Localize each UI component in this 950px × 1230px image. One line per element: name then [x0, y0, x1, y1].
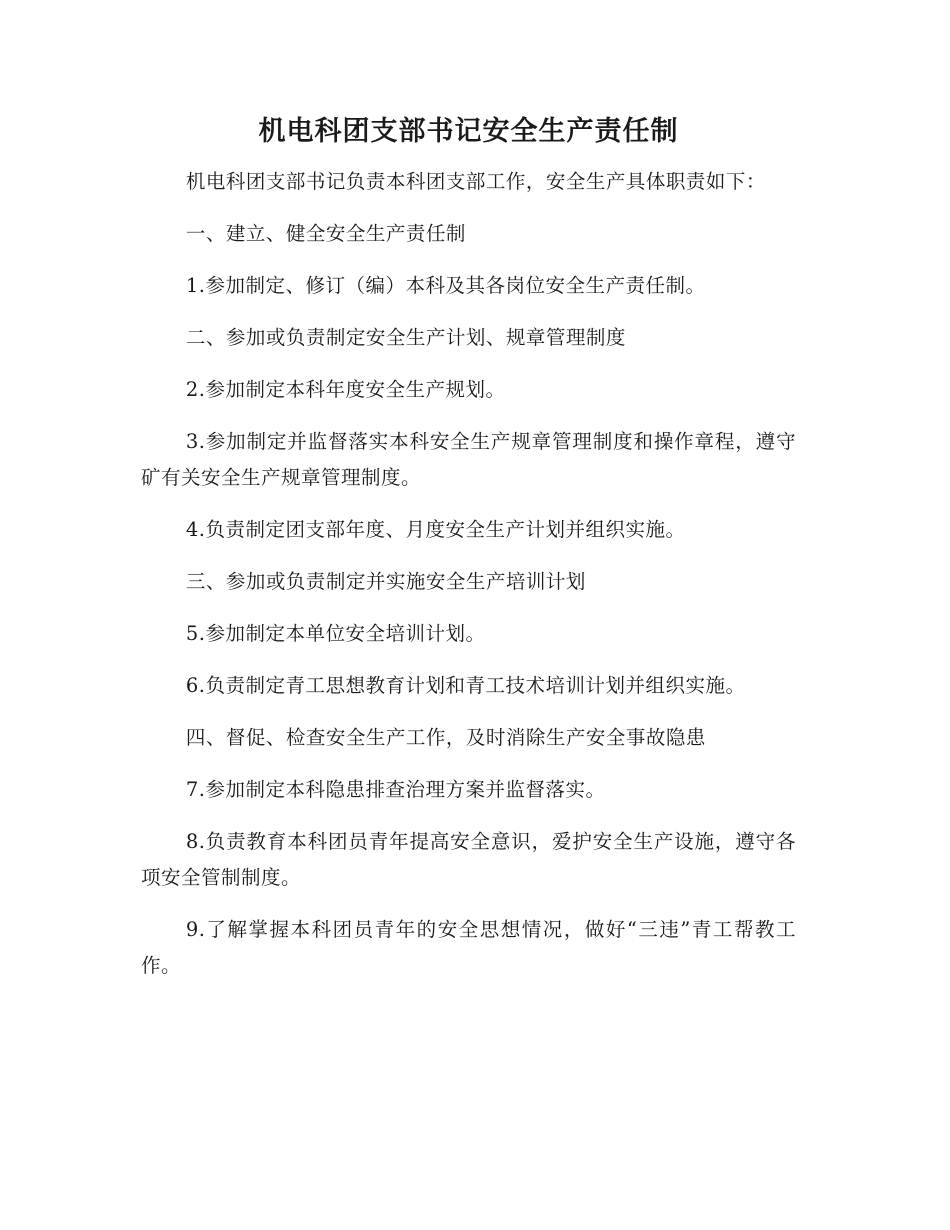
section-heading-4: 四、督促、检查安全生产工作，及时消除生产安全事故隐患 — [185, 726, 706, 749]
list-item-4: 4.负责制定团支部年度、月度安全生产计划并组织实施。 — [185, 518, 686, 541]
document-body — [141, 164, 796, 1000]
list-item-8: 8.负责教育本科团员青年提高安全意识，爱护安全生产设施，遵守各项安全管制制度。 — [141, 830, 796, 889]
list-item-1: 1.参加制定、修订（编）本科及其各岗位安全生产责任制。 — [185, 274, 706, 297]
list-item-6: 6.负责制定青工思想教育计划和青工技术培训计划并组织实施。 — [185, 674, 746, 697]
list-item-3: 3.参加制定并监督落实本科安全生产规章管理制度和操作章程，遵守矿有关安全生产规章管理制度。 — [141, 430, 796, 489]
list-item-7: 7.参加制定本科隐患排查治理方案并监督落实。 — [185, 778, 606, 801]
document-title: 机电科团支部书记安全生产责任制 — [258, 116, 679, 147]
paragraph-intro: 机电科团支部书记负责本科团支部工作，安全生产具体职责如下： — [185, 170, 766, 193]
list-item-2: 2.参加制定本科年度安全生产规划。 — [185, 378, 506, 401]
list-item-5: 5.参加制定本单位安全培训计划。 — [185, 622, 486, 645]
section-heading-1: 一、建立、健全安全生产责任制 — [185, 222, 466, 245]
section-heading-3: 三、参加或负责制定并实施安全生产培训计划 — [185, 570, 586, 593]
section-heading-2: 二、参加或负责制定安全生产计划、规章管理制度 — [185, 326, 626, 349]
list-item-9: 9.了解掌握本科团员青年的安全思想情况，做好“三违”青工帮教工作。 — [141, 918, 796, 977]
